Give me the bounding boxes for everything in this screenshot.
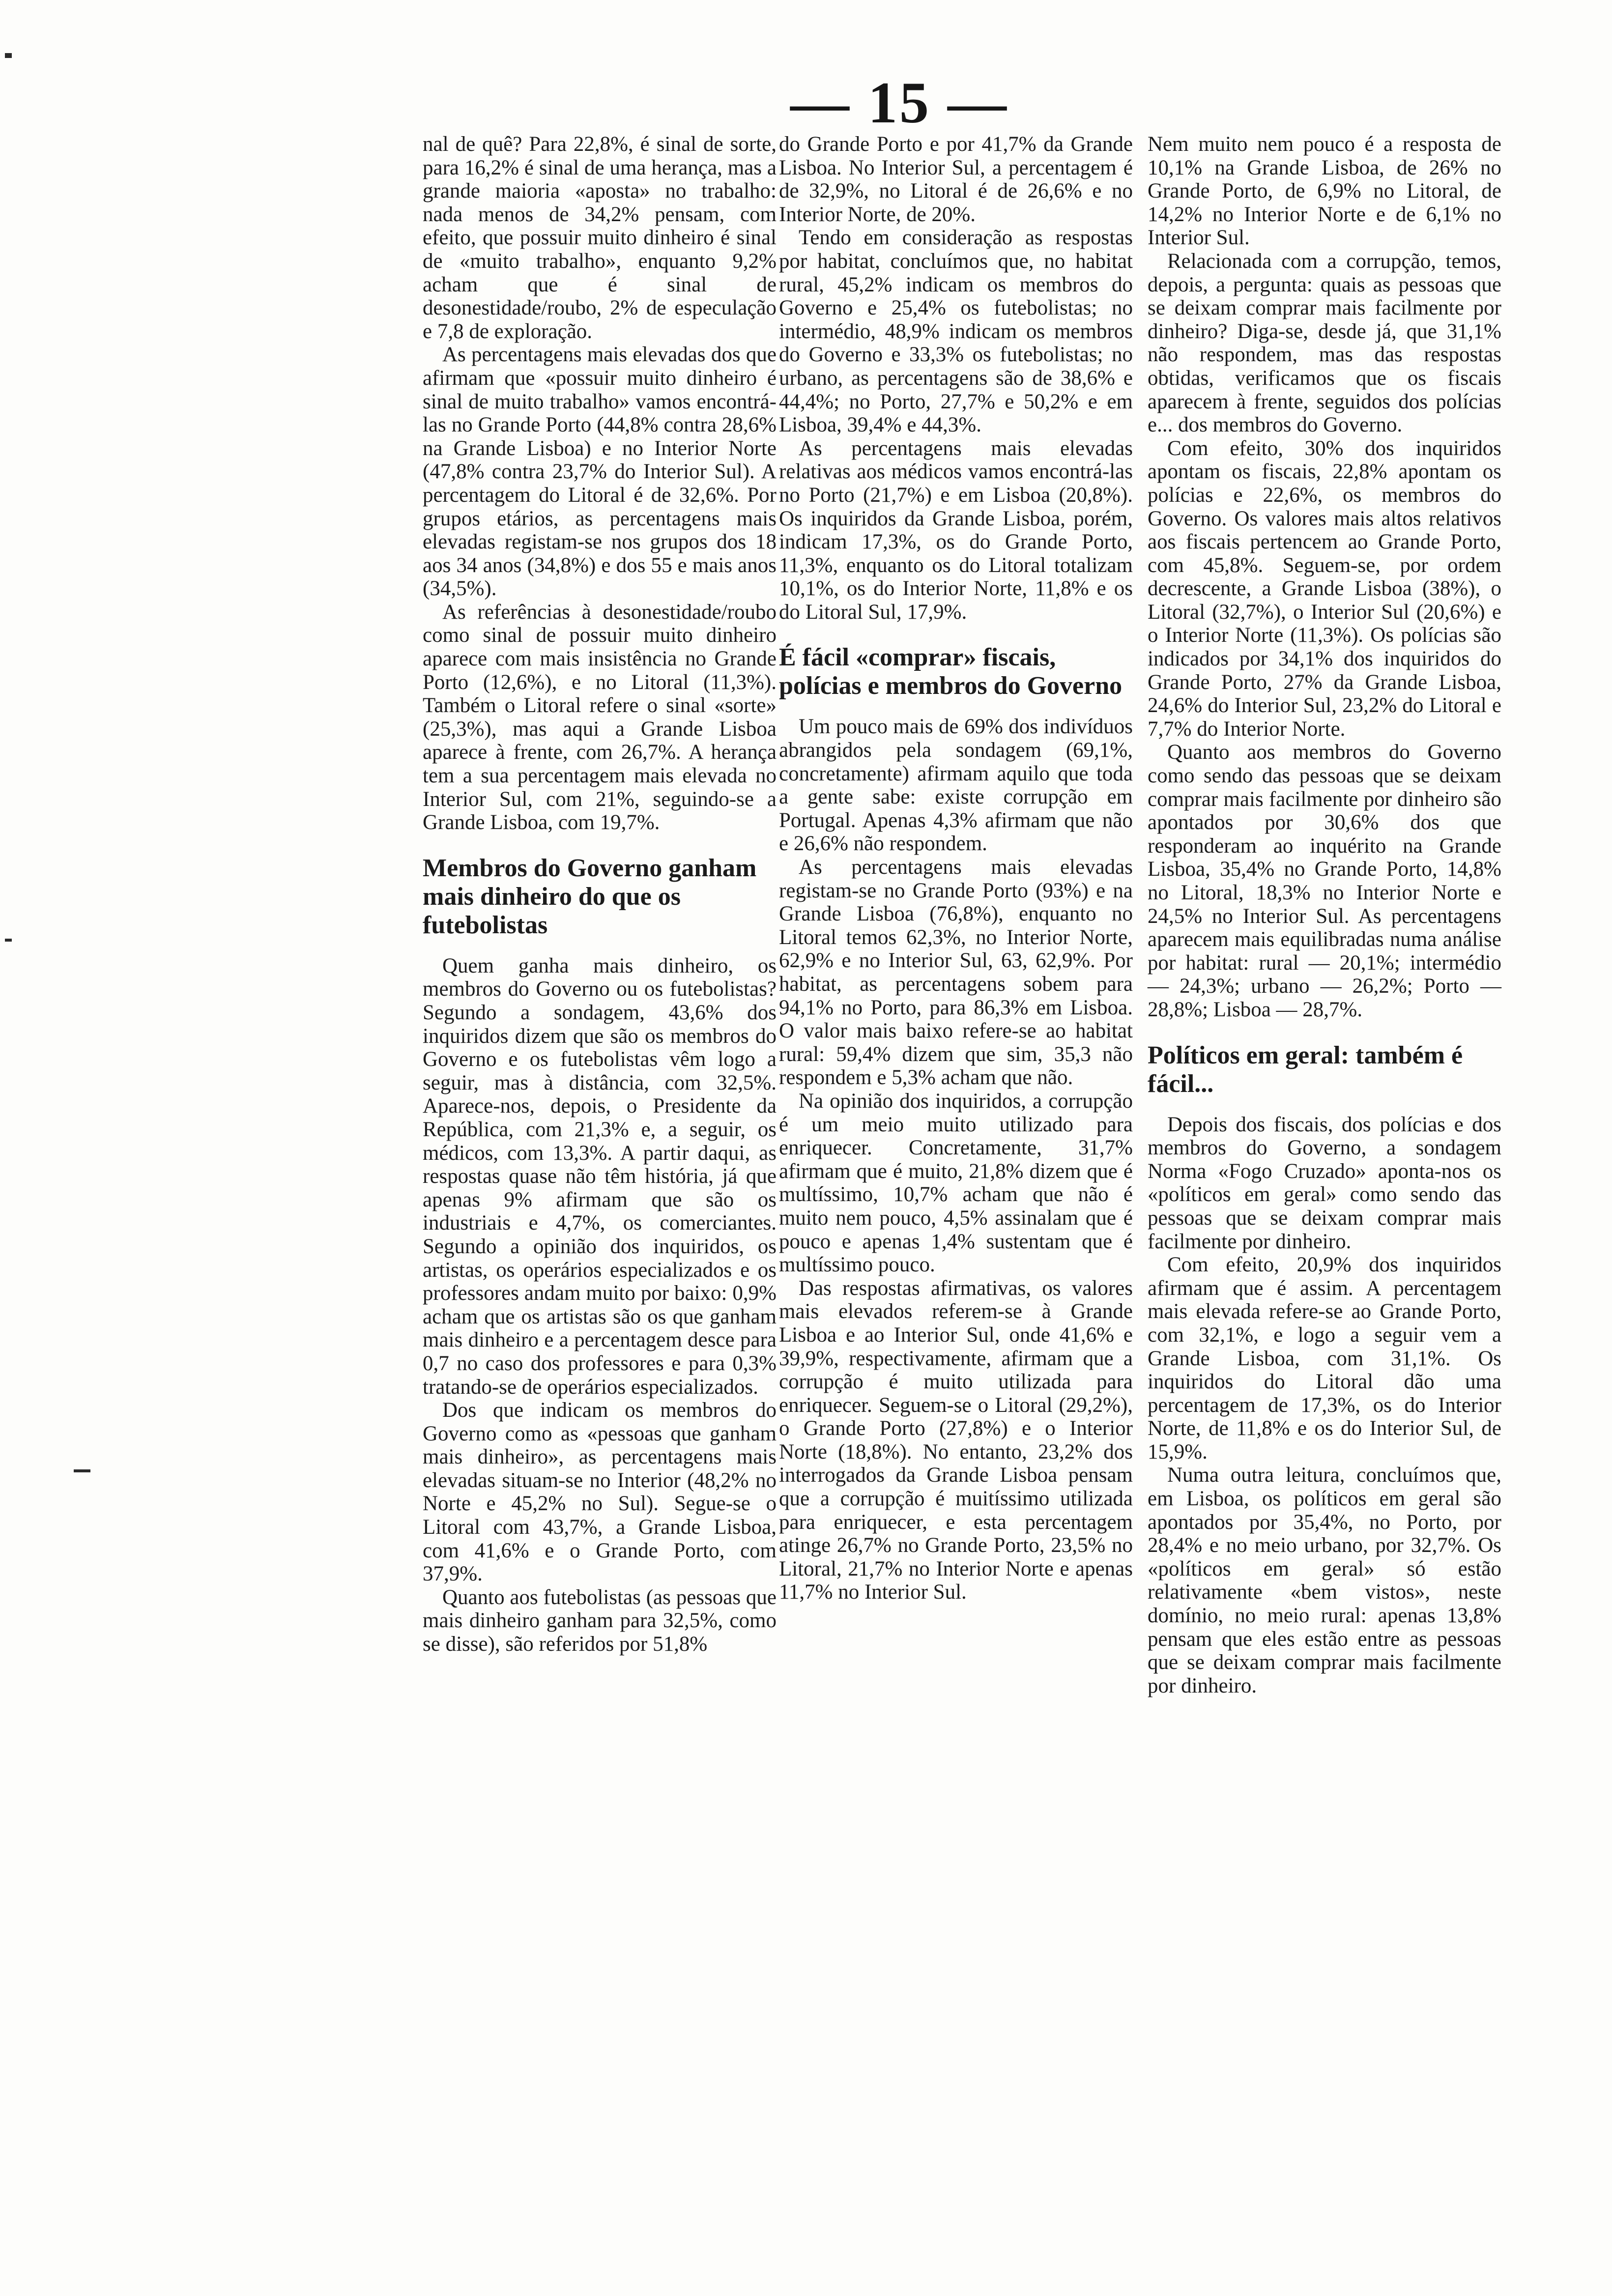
- section-heading: Membros do Governo ganham mais dinheiro do que os futebolistas: [423, 854, 757, 939]
- paragraph: Com efeito, 30% dos inquiridos apontam os fiscais, 22,8% apontam os polícias e 22,6%, os membros do Governo. Os valores mais altos relativos aos fiscais pertencem ao Grande Porto, com 45,8%. Seguem-se, por ordem decrescente, a Grande Lisboa (38%), o Litoral (32,7%), o Interior Sul (20,6%) e o Interior Norte (11,3%). Os polícias são indicados por 34,1% dos inquiridos do Grande Porto, 27% da Grande Lisboa, 24,6% do Interior Sul, 23,2% do Litoral e 7,7% do Interior Norte.: [1148, 436, 1501, 741]
- paragraph: Depois dos fiscais, dos polícias e dos membros do Governo, a sondagem Norma «Fogo Cruzado» aponta-nos os «políticos em geral» como sendo das pessoas que se deixam comprar mais facilmente por dinheiro.: [1148, 1113, 1501, 1253]
- paragraph: Um pouco mais de 69% dos indivíduos abrangidos pela sondagem (69,1%, concretamente) afirmam aquilo que toda a gente sabe: existe corrupção em Portugal. Apenas 4,3% afirmam que não e 26,6% não respondem.: [779, 715, 1133, 856]
- paragraph: As percentagens mais elevadas registam-se no Grande Porto (93%) e na Grande Lisboa (76,8%), enquanto no Litoral temos 62,3%, no Interior Norte, 62,9% e no Interior Sul, 63, 62,9%. Por habitat, as percentagens sobem para 94,1% no Porto, para 86,3% em Lisboa. O valor mais baixo refere-se ao habitat rural: 59,4% dizem que sim, 35,3 não respondem e 5,3% acham que não.: [779, 856, 1133, 1090]
- paragraph: do Grande Porto e por 41,7% da Grande Lisboa. No Interior Sul, a percentagem é de 32,9%, no Litoral é de 26,6% e no Interior Norte, de 20%.: [779, 133, 1133, 226]
- paragraph: Quanto aos futebolistas (as pessoas que mais dinheiro ganham para 32,5%, como se disse), são referidos por 51,8%: [423, 1585, 777, 1656]
- paragraph: Na opinião dos inquiridos, a corrupção é um meio muito utilizado para enriquecer. Concretamente, 31,7% afirmam que é muito, 21,8% dizem que é multíssimo, 10,7% acham que não é muito nem pouco, 4,5% assinalam que é pouco e apenas 1,4% sustentam que é multíssimo pouco.: [779, 1089, 1133, 1277]
- section-heading: Políticos em geral: também é fácil...: [1148, 1041, 1463, 1098]
- article-column-3: [1148, 133, 1501, 1697]
- article-column-1: [423, 133, 777, 1656]
- section-heading: É fácil «comprar» fiscais, polícias e membros do Governo: [779, 643, 1123, 700]
- paragraph: As percentagens mais elevadas dos que afirmam que «possuir muito dinheiro é sinal de muito trabalho» vamos encontrá-las no Grande Porto (44,8% contra 28,6% na Grande Lisboa) e no Interior Norte (47,8% contra 23,7% do Interior Sul). A percentagem do Litoral é de 32,6%. Por grupos etários, as percentagens mais elevadas registam-se nos grupos dos 18 aos 34 anos (34,8%) e dos 55 e mais anos (34,5%).: [423, 343, 777, 601]
- paragraph: Quanto aos membros do Governo como sendo das pessoas que se deixam comprar mais facilmente por dinheiro são apontados por 30,6% dos que responderam ao inquérito na Grande Lisboa, 35,4% no Grande Porto, 14,8% no Litoral, 18,3% no Interior Norte e 24,5% no Interior Sul. As percentagens aparecem mais equilibradas numa análise por habitat: rural — 20,1%; intermédio — 24,3%; urbano — 26,2%; Porto — 28,8%; Lisboa — 28,7%.: [1148, 741, 1501, 1021]
- paragraph: Nem muito nem pouco é a resposta de 10,1% na Grande Lisboa, de 26% no Grande Porto, de 6,9% no Litoral, de 14,2% no Interior Norte e de 6,1% no Interior Sul.: [1148, 133, 1501, 250]
- paragraph: Das respostas afirmativas, os valores mais elevados referem-se à Grande Lisboa e ao Interior Sul, onde 41,6% e 39,9%, respectivamente, afirmam que a corrupção é muito utilizada para enriquecer. Seguem-se o Litoral (29,2%), o Grande Porto (27,8%) e o Interior Norte (18,8%). No entanto, 23,2% dos interrogados da Grande Lisboa pensam que a corrupção é muitíssimo utilizada para enriquecer, e esta percentagem atinge 26,7% no Grande Porto, 23,5% no Litoral, 21,7% no Interior Norte e apenas 11,7% no Interior Sul.: [779, 1276, 1133, 1604]
- paragraph: nal de quê? Para 22,8%, é sinal de sorte, para 16,2% é sinal de uma herança, mas a grande maioria «aposta» no trabalho: nada menos de 34,2% pensam, com efeito, que possuir muito dinheiro é sinal de «muito trabalho», enquanto 9,2% acham que é sinal de desonestidade/roubo, 2% de especulação e 7,8 de exploração.: [423, 133, 777, 343]
- paragraph: Relacionada com a corrupção, temos, depois, a pergunta: quais as pessoas que se deixam comprar mais facilmente por dinheiro? Diga-se, desde já, que 31,1% não respondem, mas das respostas obtidas, verificamos que os fiscais aparecem à frente, seguidos dos polícias e... dos membros do Governo.: [1148, 249, 1501, 437]
- paragraph: Dos que indicam os membros do Governo como as «pessoas que ganham mais dinheiro», as percentagens mais elevadas situam-se no Interior (48,2% no Norte e 45,2% no Sul). Segue-se o Litoral com 43,7%, a Grande Lisboa, com 41,6% e o Grande Porto, com 37,9%.: [423, 1399, 777, 1586]
- paragraph: As percentagens mais elevadas relativas aos médicos vamos encontrá-las no Porto (21,7%) e em Lisboa (20,8%). Os inquiridos da Grande Lisboa, porém, indicam 17,3%, os do Grande Porto, 11,3%, enquanto os do Litoral totalizam 10,1%, os do Interior Norte, 11,8% e os do Litoral Sul, 17,9%.: [779, 436, 1133, 624]
- paragraph: Com efeito, 20,9% dos inquiridos afirmam que é assim. A percentagem mais elevada refere-se ao Grande Porto, com 32,1%, e logo a seguir vem a Grande Lisboa, com 31,1%. Os inquiridos do Litoral dão uma percentagem de 17,3%, os do Interior Norte, de 11,8% e os do Interior Sul, de 15,9%.: [1148, 1253, 1501, 1464]
- paragraph: Numa outra leitura, concluímos que, em Lisboa, os políticos em geral são apontados por 35,4%, no Porto, por 28,4% e no meio urbano, por 32,7%. Os «políticos em geral» só estão relativamente «bem vistos», neste domínio, no meio rural: apenas 13,8% pensam que eles estão entre as pessoas que se deixam comprar mais facilmente por dinheiro.: [1148, 1464, 1501, 1697]
- scan-mark: [5, 53, 12, 58]
- article-column-2: [779, 133, 1133, 1604]
- scan-mark: [74, 1469, 90, 1472]
- page-number: — 15 —: [790, 70, 1008, 135]
- scan-mark: [5, 939, 12, 942]
- paragraph: Tendo em consideração as respostas por habitat, concluímos que, no habitat rural, 45,2% indicam os membros do Governo e 25,4% os futebolistas; no intermédio, 48,9% indicam os membros do Governo e 33,3% os futebolistas; no urbano, as percentagens são de 38,6% e 44,4%; no Porto, 27,7% e 50,2% e em Lisboa, 39,4% e 44,3%.: [779, 226, 1133, 437]
- paragraph: As referências à desonestidade/roubo como sinal de possuir muito dinheiro aparece com mais insistência no Grande Porto (12,6%), e no Litoral (11,3%). Também o Litoral refere o sinal «sorte» (25,3%), mas aqui a Grande Lisboa aparece à frente, com 26,7%. A herança tem a sua percentagem mais elevada no Interior Sul, com 21%, seguindo-se a Grande Lisboa, com 19,7%.: [423, 600, 777, 834]
- paragraph: Quem ganha mais dinheiro, os membros do Governo ou os futebolistas? Segundo a sondagem, 43,6% dos inquiridos dizem que são os membros do Governo e os futebolistas vêm logo a seguir, mas à distância, com 32,5%. Aparece-nos, depois, o Presidente da República, com 21,3% e, a seguir, os médicos, com 13,3%. A partir daqui, as respostas quase não têm história, já que apenas 9% afirmam que são os industriais e 4,7%, os comerciantes. Segundo a opinião dos inquiridos, os artistas, os operários especializados e os professores andam muito por baixo: 0,9% acham que os artistas são os que ganham mais dinheiro e a percentagem desce para 0,7 no caso dos professores e para 0,3% tratando-se de operários especializados.: [423, 954, 777, 1399]
